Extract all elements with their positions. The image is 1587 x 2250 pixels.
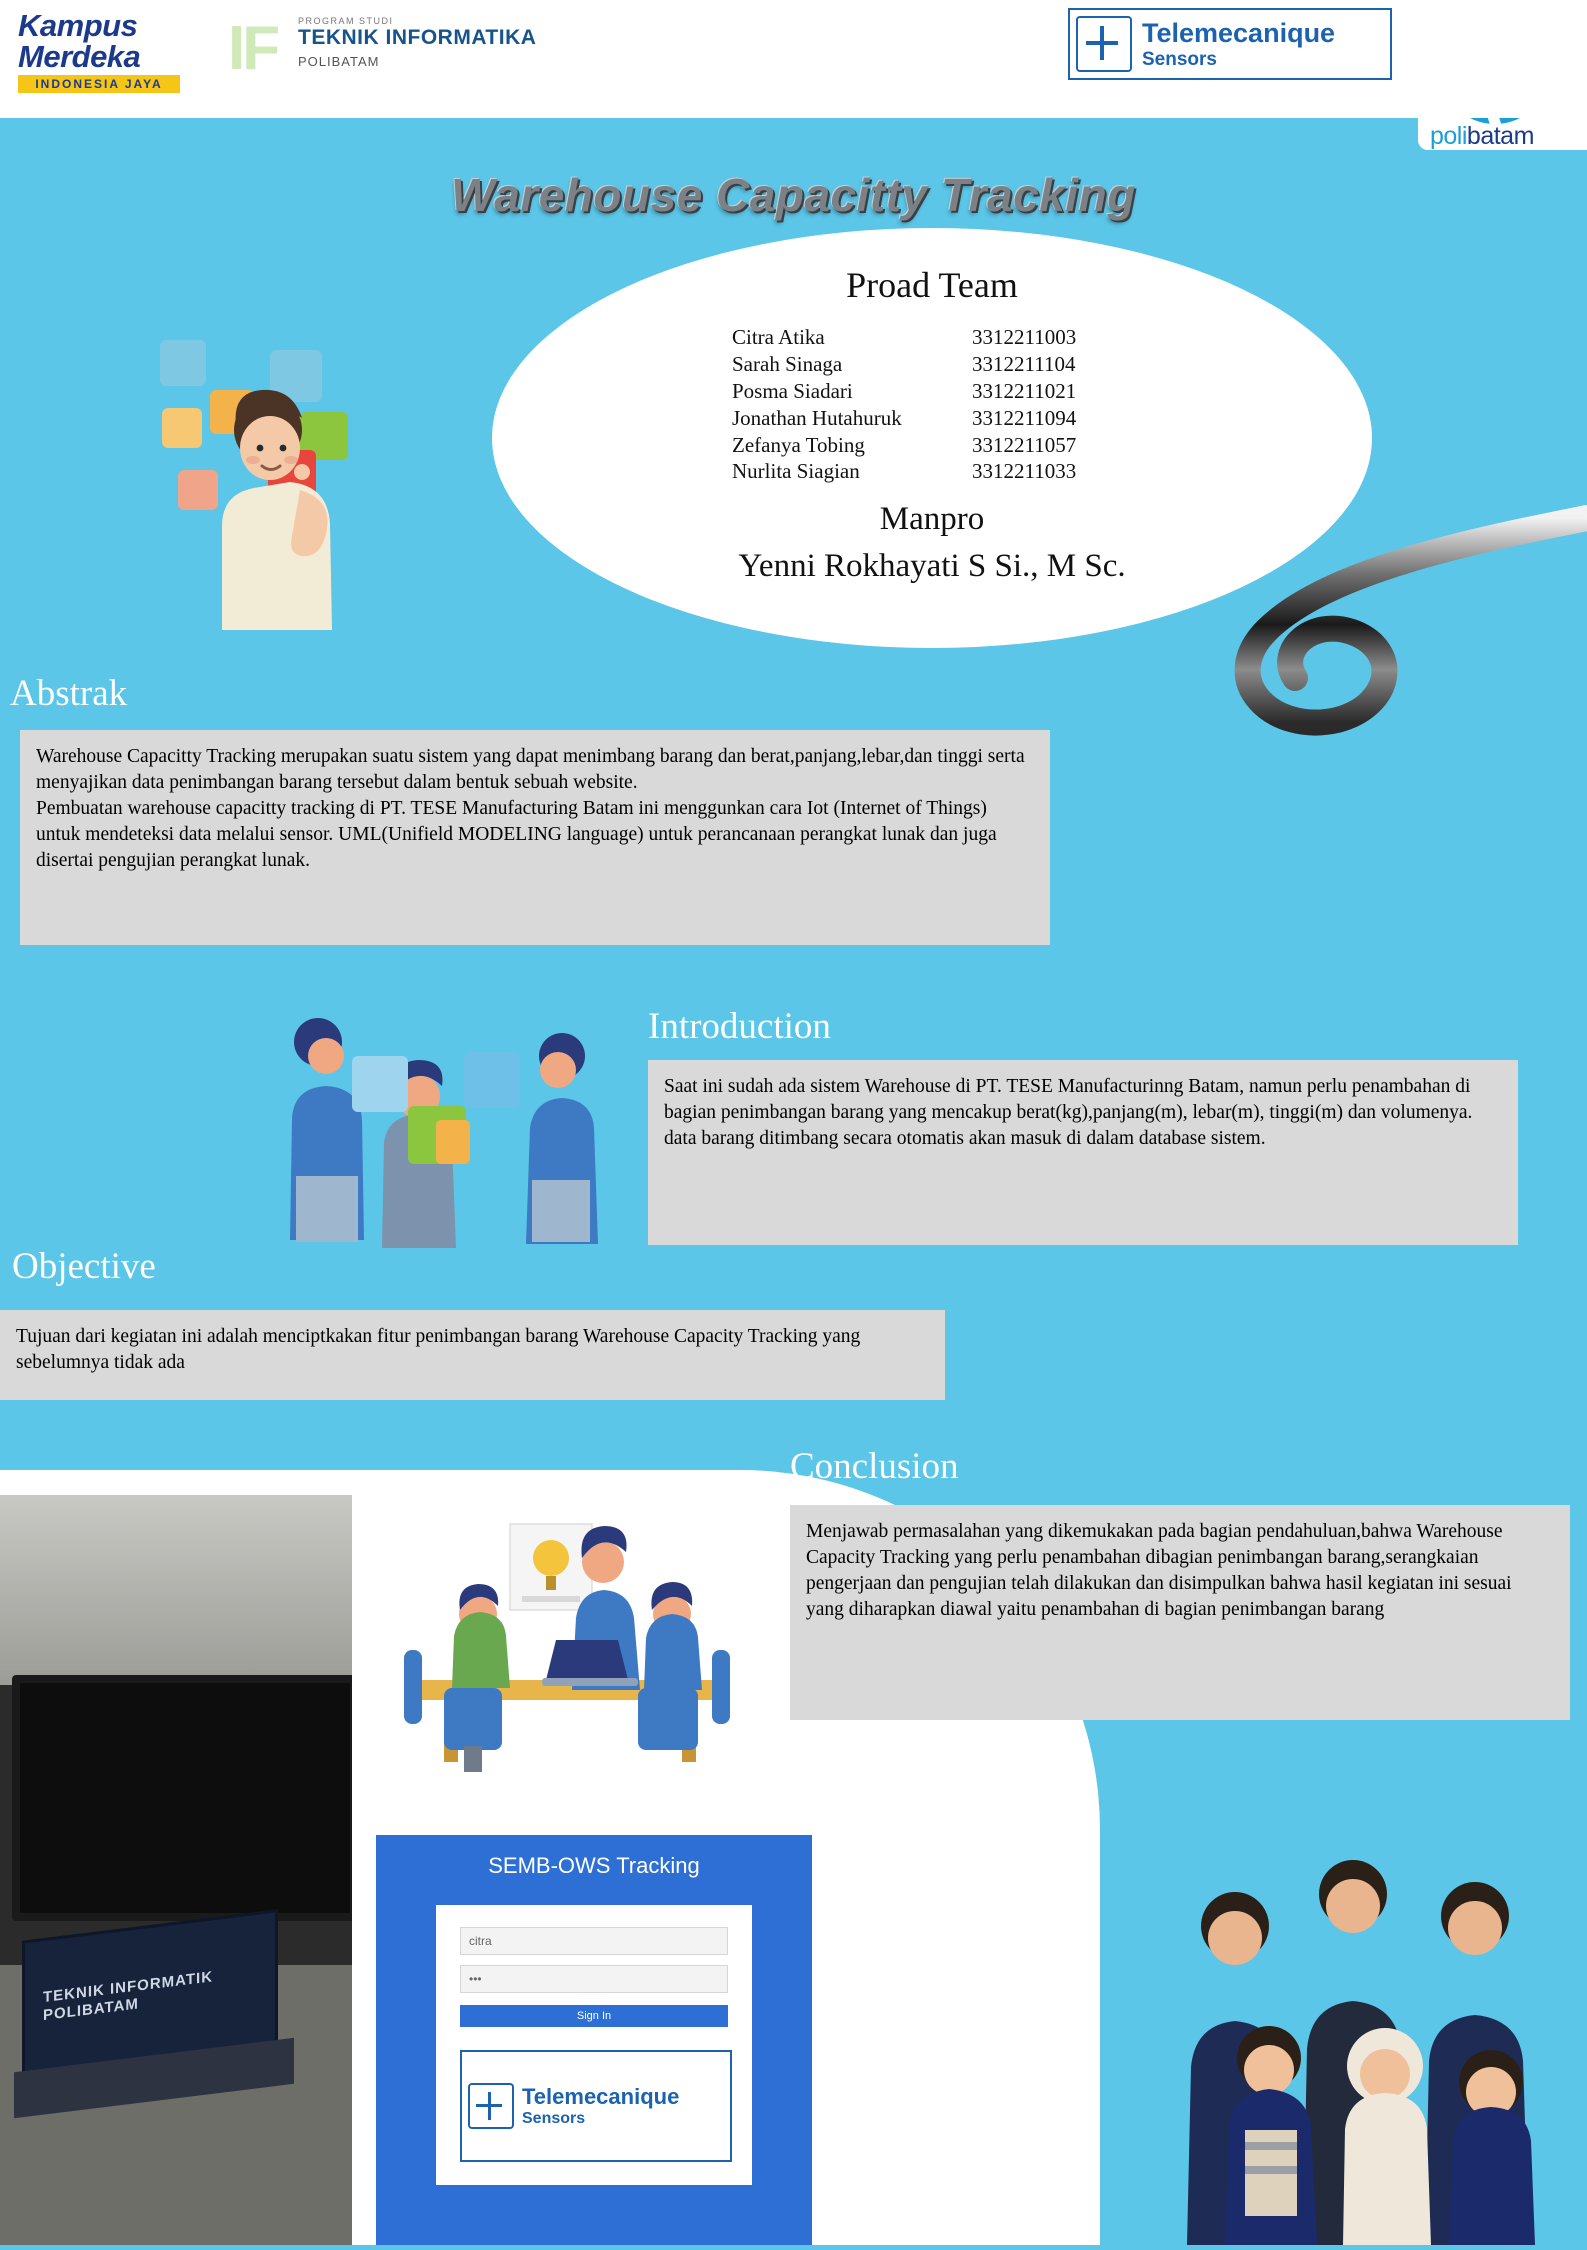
member-name: Sarah Sinaga — [732, 351, 843, 376]
password-input[interactable]: ••• — [460, 1965, 728, 1993]
member-name: Citra Atika — [732, 325, 825, 349]
conclusion-box — [790, 1505, 1570, 1720]
page-title: Warehouse Capacitty Tracking — [451, 169, 1136, 221]
team-group-photo — [1157, 1830, 1587, 2245]
photo-wall — [0, 1495, 352, 1685]
polibatam-word-a: poli — [1430, 122, 1467, 150]
institusi-label: POLIBATAM — [298, 54, 380, 69]
login-brand-logo — [460, 2050, 732, 2162]
list-item — [732, 458, 1132, 485]
list-item — [732, 432, 1132, 459]
telemecanique-logo — [1068, 8, 1392, 80]
poster-header — [0, 0, 1587, 118]
objective-paragraph: Tujuan dari kegiatan ini adalah menciptkakan fitur penimbangan barang Warehouse Capacity Tracking yang sebelumnya tidak ada — [16, 1326, 861, 1373]
team-member-list — [732, 324, 1132, 485]
username-input[interactable]: citra — [460, 1927, 728, 1955]
polibatam-word-b: batam — [1466, 122, 1534, 150]
member-nim: 3312211021 — [972, 378, 1077, 403]
objective-box — [0, 1310, 945, 1400]
list-item — [732, 405, 1132, 432]
meeting-illustration — [360, 1510, 790, 1780]
kampus-merdeka-line1: Kampus — [18, 7, 138, 43]
teamwork-illustration — [240, 1000, 660, 1250]
abstrak-paragraph-2: Pembuatan warehouse capacitty tracking di PT. TESE Manufacturing Batam ini menggunkan cara Iot (Internet of Things) untuk mendeteksi data melalui sensor. UML(Unifield MODELING language) untuk perancanaan perangkat lunak dan juga disertai pengujian perangkat lunak. — [36, 797, 997, 871]
list-item — [732, 378, 1132, 405]
introduction-heading: Introduction — [648, 1006, 831, 1047]
team-heading: Proad Team — [846, 265, 1018, 305]
jurusan-label: TEKNIK INFORMATIKA — [298, 26, 537, 49]
login-brand-sub: Sensors — [522, 2110, 586, 2127]
polibatam-wordmark — [1430, 122, 1534, 150]
thinking-person-illustration — [150, 330, 440, 630]
sign-in-button[interactable]: Sign In — [460, 2005, 728, 2027]
objective-heading: Objective — [12, 1246, 156, 1287]
advisor-name: Yenni Rokhayati S Si., M Sc. — [738, 548, 1126, 585]
abstrak-heading: Abstrak — [10, 673, 128, 714]
abstrak-paragraph-1: Warehouse Capacitty Tracking merupakan suatu sistem yang dapat menimbang barang dan berat,panjang,lebar,dan tinggi serta menyajikan data penimbangan barang tersebut dalam bentuk sebuah website. — [36, 746, 1025, 793]
conclusion-paragraph: Menjawab permasalahan yang dikemukakan pada bagian pendahuluan,bahwa Warehouse Capacity Tracking yang perlu penambahan dibagian penimbangan barang,serangkaian pengerjaan dan pengujian telah dilakukan dan disimpulkan bahwa hasil kegiatan ini sesuai yang diharapkan diawal yaitu penambahan di bagian penimbangan barang — [806, 1521, 1512, 1620]
kampus-merdeka-logo — [18, 8, 208, 94]
workstation-photo — [0, 1495, 352, 2245]
photo-laptop-sticker-text: TEKNIK INFORMATIK POLIBATAM — [43, 1968, 214, 2025]
telemecanique-sub: Sensors — [1142, 48, 1217, 70]
teknik-informatika-logo — [298, 16, 536, 69]
member-name: Posma Siadari — [732, 378, 853, 403]
list-item — [732, 351, 1132, 378]
login-card — [436, 1905, 752, 2185]
advisor-label: Manpro — [879, 501, 985, 538]
member-name: Jonathan Hutahuruk — [732, 405, 902, 430]
telemecanique-mark-icon — [468, 2083, 514, 2129]
photo-monitor-screen — [12, 1675, 352, 1921]
member-nim: 3312211033 — [972, 459, 1077, 484]
list-item — [732, 324, 1132, 351]
introduction-box — [648, 1060, 1518, 1245]
kampus-merdeka-line2: Merdeka — [18, 38, 141, 74]
member-nim: 3312211104 — [972, 351, 1076, 376]
abstrak-box — [20, 730, 1050, 945]
introduction-paragraph: Saat ini sudah ada sistem Warehouse di PT. TESE Manufacturinng Batam, namun perlu penambahan di bagian penimbangan barang yang mencakup berat(kg),panjang(m), lebar(m), tinggi(m) dan volumenya. data barang ditimbang secara otomatis akan masuk di dalam database sistem. — [664, 1076, 1473, 1149]
login-app-title: SEMB-OWS Tracking — [488, 1853, 700, 1878]
member-nim: 3312211003 — [972, 325, 1077, 349]
if-logo-icon: IF — [228, 14, 278, 83]
team-card — [492, 228, 1372, 648]
telemecanique-mark-icon — [1076, 16, 1132, 72]
conclusion-heading: Conclusion — [790, 1446, 959, 1487]
kampus-merdeka-tagline: INDONESIA JAYA — [18, 75, 180, 93]
program-studi-label: PROGRAM STUDI — [298, 16, 394, 26]
telemecanique-name: Telemecanique — [1142, 17, 1336, 48]
member-nim: 3312211094 — [972, 405, 1077, 430]
login-brand-name: Telemecanique — [522, 2084, 680, 2109]
member-nim: 3312211057 — [972, 432, 1077, 457]
login-screenshot — [376, 1835, 812, 2245]
member-name: Zefanya Tobing — [732, 432, 865, 457]
member-name: Nurlita Siagian — [732, 459, 860, 484]
